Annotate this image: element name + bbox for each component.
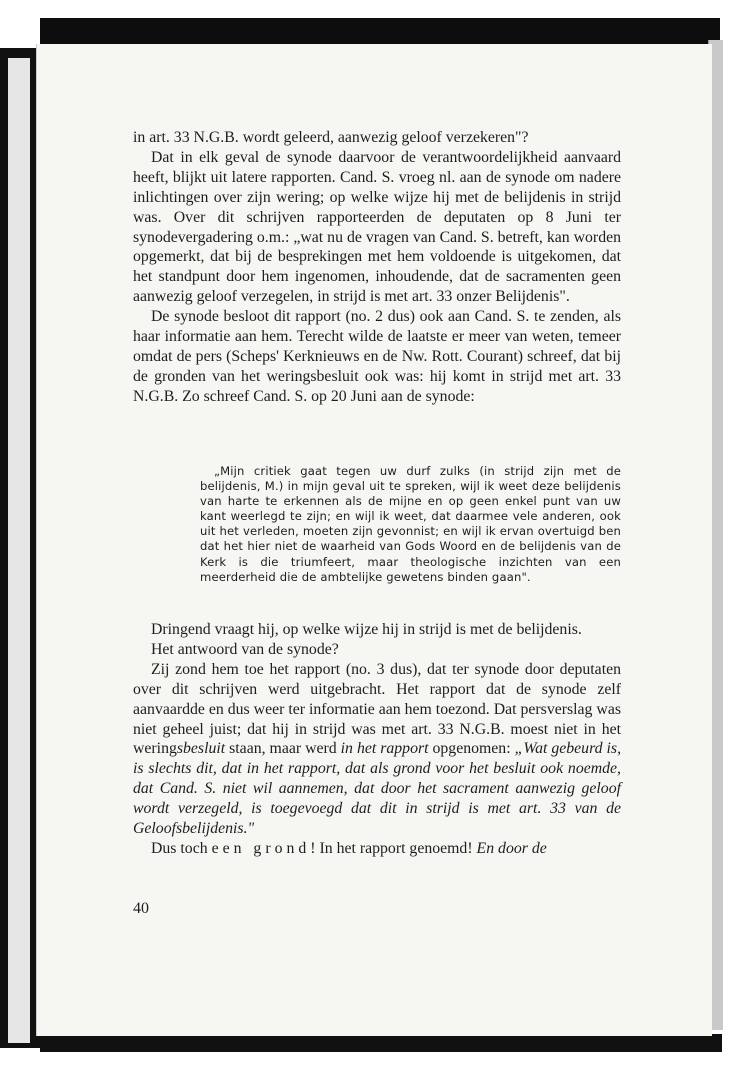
paragraph-dus-toch (133, 839, 621, 859)
text-block-bottom (133, 620, 621, 859)
text-block-top (133, 128, 621, 407)
zij-zond-mid: staan, maar werd (225, 740, 341, 758)
paragraph-2: Dat in elk geval de synode daarvoor de verantwoordelijkheid aanvaard heeft, blijkt uit latere rapporten. Cand. S. vroeg nl. aan de synode om nadere inlichtingen over zijn wering; op welke wijze hij met de belijdenis in strijd was. Over dit schrijven rapporteerden de deputaten op 8 Juni ter synodevergadering o.m.: „wat nu de vragen van Cand. S. betreft, kan worden opgemerkt, dat bij de besprekingen met hem voldoende is uitgekomen, dat het standpunt door hem ingenomen, inhoudende, dat de sacramenten geen aanwezig geloof verzegelen, in strijd is met art. 33 onzer Belijdenis". (133, 148, 621, 306)
paragraph-dringend: Dringend vraagt hij, op welke wijze hij in strijd is met de belijdenis. (151, 621, 582, 638)
book-edge-bottom (40, 1034, 722, 1052)
block-quote (200, 464, 621, 585)
paragraph-3: De synode besloot dit rapport (no. 2 dus) ook aan Cand. S. te zenden, als haar informatie aan hem. Terecht wilde de laatste er meer van weten, temeer omdat de pers (Scheps' Kerknieuws en de Nw. Rott. Courant) schreef, dat bij de gronden van het weringsbesluit ook was: hij komt in strijd met art. 33 N.G.B. Zo schreef Cand. S. op 20 Juni aan de synode: (133, 308, 621, 405)
dus-toch-b: ! In het rapport genoemd! (310, 839, 477, 857)
zij-zond-besluit: sbesluit (176, 740, 226, 758)
zij-zond-quote: „Wat gebeurd is, is slechts dit, dat in het rapport, dat als grond voor het besluit ook noemde, dat Cand. S. niet wil aannemen, dat door het sacrament aanwezig geloof wordt verzegeld, is toegevoegd dat dit in strijd is met art. 33 van de Geloofsbelijdenis." (133, 740, 622, 838)
book-edge-top (40, 18, 720, 44)
paragraph-zij-zond (133, 660, 621, 839)
zij-zond-text: Zij zond hem toe het rapport (no. 3 dus), dat ter synode door deputaten over dit schrijven werd uitgebracht. Het rapport dat de synode zelf aanvaardde en dus weer ter informatie aan hem toezond. Dat persverslag was niet geheel juist; dat hij in strijd was met art. 33 N.G.B. moest niet in het wering (133, 660, 621, 758)
paragraph-antwoord: Het antwoord van de synode? (151, 640, 339, 658)
quote-text: „Mijn critiek gaat tegen uw durf zulks (in strijd zijn met de belijdenis, M.) in mijn geval uit te spreken, wijl ik weet deze belijdenis van harte te erkennen als de mijne en op geen enkel punt van uw kant weerlegd te zijn; en wijl ik weet, dat daarmee vele anderen, ook uit het verleden, moeten zijn gevonnist; en wijl ik ervan overtuigd ben dat het hier niet de waarheid van Gods Woord en de belijdenis van de Kerk is die triumfeert, maar theologische inzichten van een meerderheid die de ambtelijke gewetens binden gaan". (200, 464, 621, 584)
dus-toch-spaced: een grond (211, 839, 311, 857)
paragraph-1: in art. 33 N.G.B. wordt geleerd, aanwezig geloof verzekeren"? (133, 129, 529, 146)
zij-zond-in-het-rapport: in het rapport (340, 740, 429, 758)
dus-toch-italic: En door de (476, 839, 547, 857)
zij-zond-opgenomen: opgenomen: (428, 740, 515, 758)
page-number: 40 (133, 900, 149, 917)
dus-toch-a: Dus toch (151, 839, 212, 857)
book-edge-left-page (8, 58, 30, 1043)
